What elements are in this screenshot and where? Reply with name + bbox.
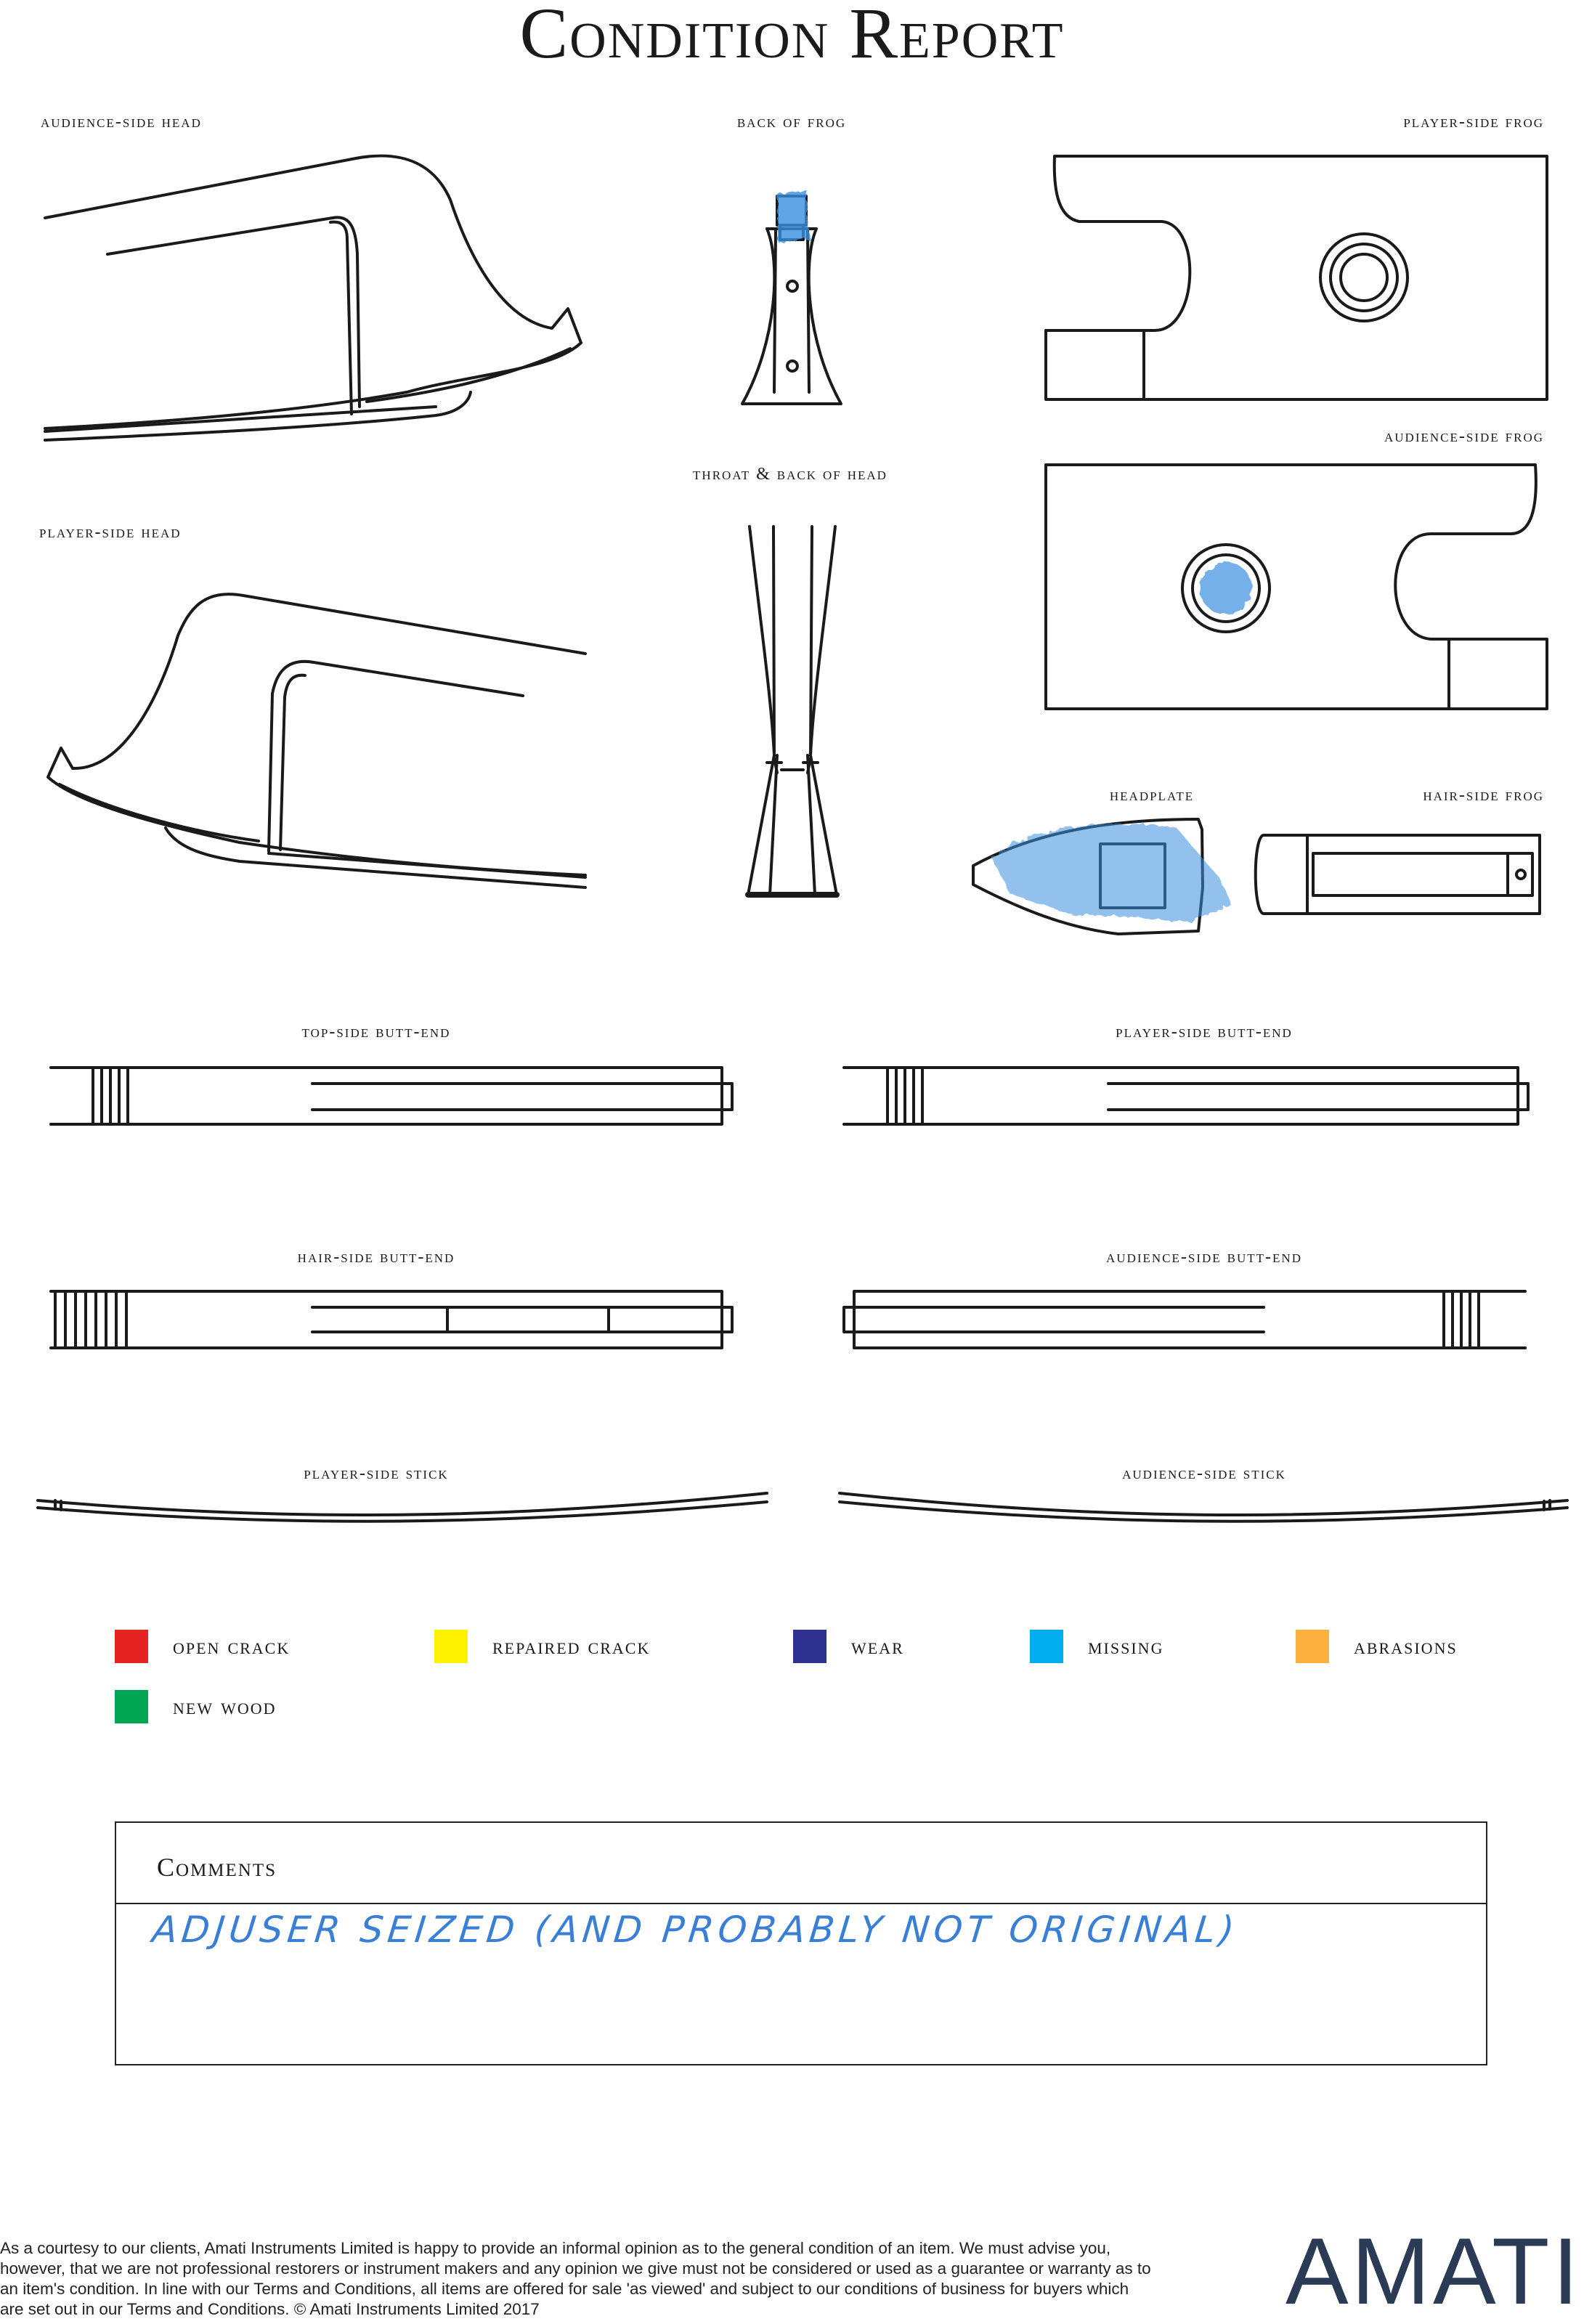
legend-label-repaired-crack: repaired crack — [492, 1633, 651, 1659]
audience-side-stick-drawing — [840, 1493, 1567, 1521]
player-side-stick-drawing — [38, 1493, 767, 1521]
audience-side-frog-drawing — [1046, 465, 1547, 709]
label-hair-side-frog: hair-side frog — [1423, 786, 1544, 805]
label-back-of-frog: back of frog — [736, 113, 847, 131]
missing-markings — [777, 190, 1252, 922]
label-audience-side-stick: audience-side stick — [1122, 1464, 1286, 1483]
amati-logo: AMATI — [1286, 2218, 1582, 2324]
audience-side-butt-end-drawing — [844, 1291, 1525, 1348]
legend-swatch-repaired-crack — [434, 1630, 468, 1663]
page-title: Condition Report — [519, 0, 1065, 73]
label-headplate: headplate — [1109, 786, 1195, 805]
legend-swatch-wear — [793, 1630, 826, 1663]
legend-swatch-abrasions — [1296, 1630, 1329, 1663]
label-audience-side-frog: audience-side frog — [1384, 427, 1544, 446]
legend-label-wear: wear — [851, 1633, 904, 1659]
hair-side-frog-drawing — [1256, 835, 1540, 914]
label-hair-side-butt-end: hair-side butt-end — [297, 1248, 455, 1267]
hair-side-butt-end-drawing — [51, 1291, 732, 1348]
comments-title: Comments — [157, 1853, 277, 1882]
audience-side-head-drawing — [45, 156, 581, 440]
top-side-butt-end-drawing — [51, 1068, 732, 1124]
label-throat-back-of-head: throat & back of head — [693, 465, 888, 484]
label-player-side-butt-end: player-side butt-end — [1116, 1023, 1293, 1041]
legend-swatch-open-crack — [115, 1630, 148, 1663]
label-player-side-stick: player-side stick — [304, 1464, 449, 1483]
label-player-side-frog: player-side frog — [1403, 113, 1544, 131]
label-player-side-head: player-side head — [39, 523, 182, 542]
player-side-head-drawing — [48, 594, 585, 887]
legend-label-abrasions: abrasions — [1354, 1633, 1458, 1659]
label-top-side-butt-end: top-side butt-end — [301, 1023, 451, 1041]
legend-label-open-crack: open crack — [173, 1633, 291, 1659]
throat-back-of-head-drawing — [748, 527, 837, 895]
comments-box — [115, 1821, 1487, 2065]
comments-header — [116, 1823, 1486, 1904]
legend-swatch-missing — [1030, 1630, 1063, 1663]
player-side-frog-drawing — [1046, 156, 1547, 399]
player-side-butt-end-drawing — [844, 1068, 1528, 1124]
legend-swatch-new-wood — [115, 1690, 148, 1723]
label-audience-side-butt-end: audience-side butt-end — [1106, 1248, 1302, 1267]
disclaimer-text: As a courtesy to our clients, Amati Instruments Limited is happy to provide an informal opinion as to the general condition of an item. We must advise you, however, that we are not professional restorers or instrument makers and any opinion we give must not be considered or used as a guarantee or warranty as to an item's condition. In line with our Terms and Conditions, all items are offered for sale 'as viewed' and subject to our conditions of business for buyers which are set out in our Terms and Conditions. © Amati Instruments Limited 2017 — [0, 2239, 1151, 2318]
legend-label-missing: missing — [1088, 1633, 1164, 1659]
comments-handwriting: ADJUSER SEIZED (AND PROBABLY NOT ORIGINAL) — [150, 1909, 1240, 1951]
legend-label-new-wood: new wood — [173, 1693, 277, 1719]
label-audience-side-head: audience-side head — [41, 113, 202, 131]
